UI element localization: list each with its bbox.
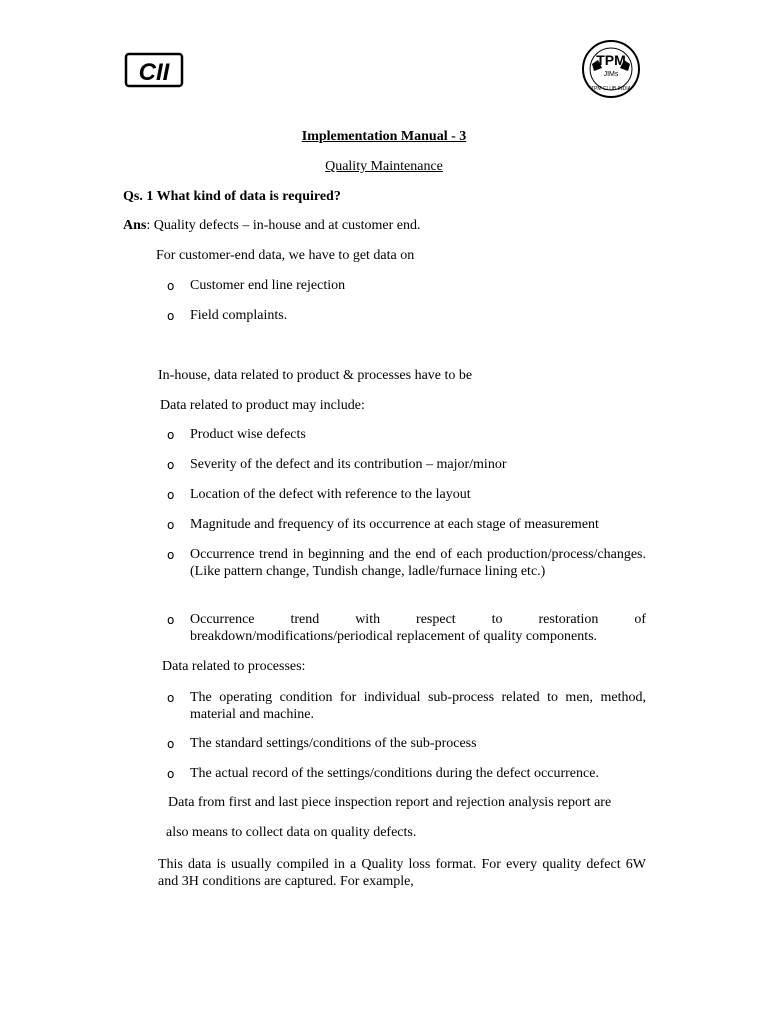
answer-text: : Quality defects – in-house and at customer end. — [146, 218, 421, 233]
list-item: Product wise defects — [190, 427, 306, 442]
process-intro: Data related to processes: — [162, 659, 306, 674]
list-item: Location of the defect with reference to the layout — [190, 487, 471, 502]
customer-intro: For customer-end data, we have to get data on — [156, 248, 415, 263]
list-item: Customer end line rejection — [190, 278, 346, 293]
list-item: Magnitude and frequency of its occurrence at each stage of measurement — [190, 517, 599, 532]
bullet-marker: o — [167, 488, 175, 502]
svg-text:CII: CII — [138, 59, 170, 86]
list-item: Severity of the defect and its contribution – major/minor — [190, 457, 507, 472]
answer-label: Ans — [123, 218, 147, 233]
svg-text:TPM CLUB INDIA: TPM CLUB INDIA — [590, 86, 632, 92]
bullet-marker: o — [167, 767, 175, 781]
cii-logo — [124, 52, 184, 88]
bullet-marker: o — [167, 279, 175, 293]
bullet-marker: o — [167, 458, 175, 472]
closing-line-1: Data from first and last piece inspection report and rejection analysis report are — [168, 795, 612, 810]
bullet-marker: o — [167, 548, 175, 562]
inhouse-intro: In-house, data related to product & processes have to be — [158, 368, 473, 383]
section-title: Quality Maintenance — [325, 159, 443, 174]
list-item: The operating condition for individual sub-process related to men, method, material and machine. — [190, 690, 646, 722]
bullet-marker: o — [167, 613, 175, 627]
question-heading: Qs. 1 What kind of data is required? — [123, 189, 341, 204]
bullet-marker: o — [167, 428, 175, 442]
manual-title: Implementation Manual - 3 — [301, 129, 467, 144]
bullet-marker: o — [167, 691, 175, 705]
list-item: Field complaints. — [190, 308, 288, 323]
list-item: Occurrence trend with respect to restoration of breakdown/modifications/periodical replacement of quality components. — [190, 612, 646, 644]
closing-paragraph: This data is usually compiled in a Quality loss format. For every quality defect 6W and 3H conditions are captured. For example, — [158, 857, 646, 889]
bullet-marker: o — [167, 737, 175, 751]
svg-text:TPM: TPM — [596, 52, 626, 68]
product-intro: Data related to product may include: — [160, 398, 365, 413]
closing-line-2: also means to collect data on quality defects. — [166, 825, 417, 840]
bullet-marker: o — [167, 518, 175, 532]
list-item: The actual record of the settings/conditions during the defect occurrence. — [190, 766, 599, 781]
svg-text:JIMs: JIMs — [603, 71, 619, 78]
list-item: Occurrence trend in beginning and the end of each production/process/changes. (Like pattern change, Tundish change, ladle/furnace lining etc.) — [190, 547, 646, 579]
list-item: The standard settings/conditions of the sub-process — [190, 736, 477, 751]
bullet-marker: o — [167, 309, 175, 323]
tpm-club-india-logo — [580, 38, 642, 100]
answer-line — [123, 217, 420, 234]
